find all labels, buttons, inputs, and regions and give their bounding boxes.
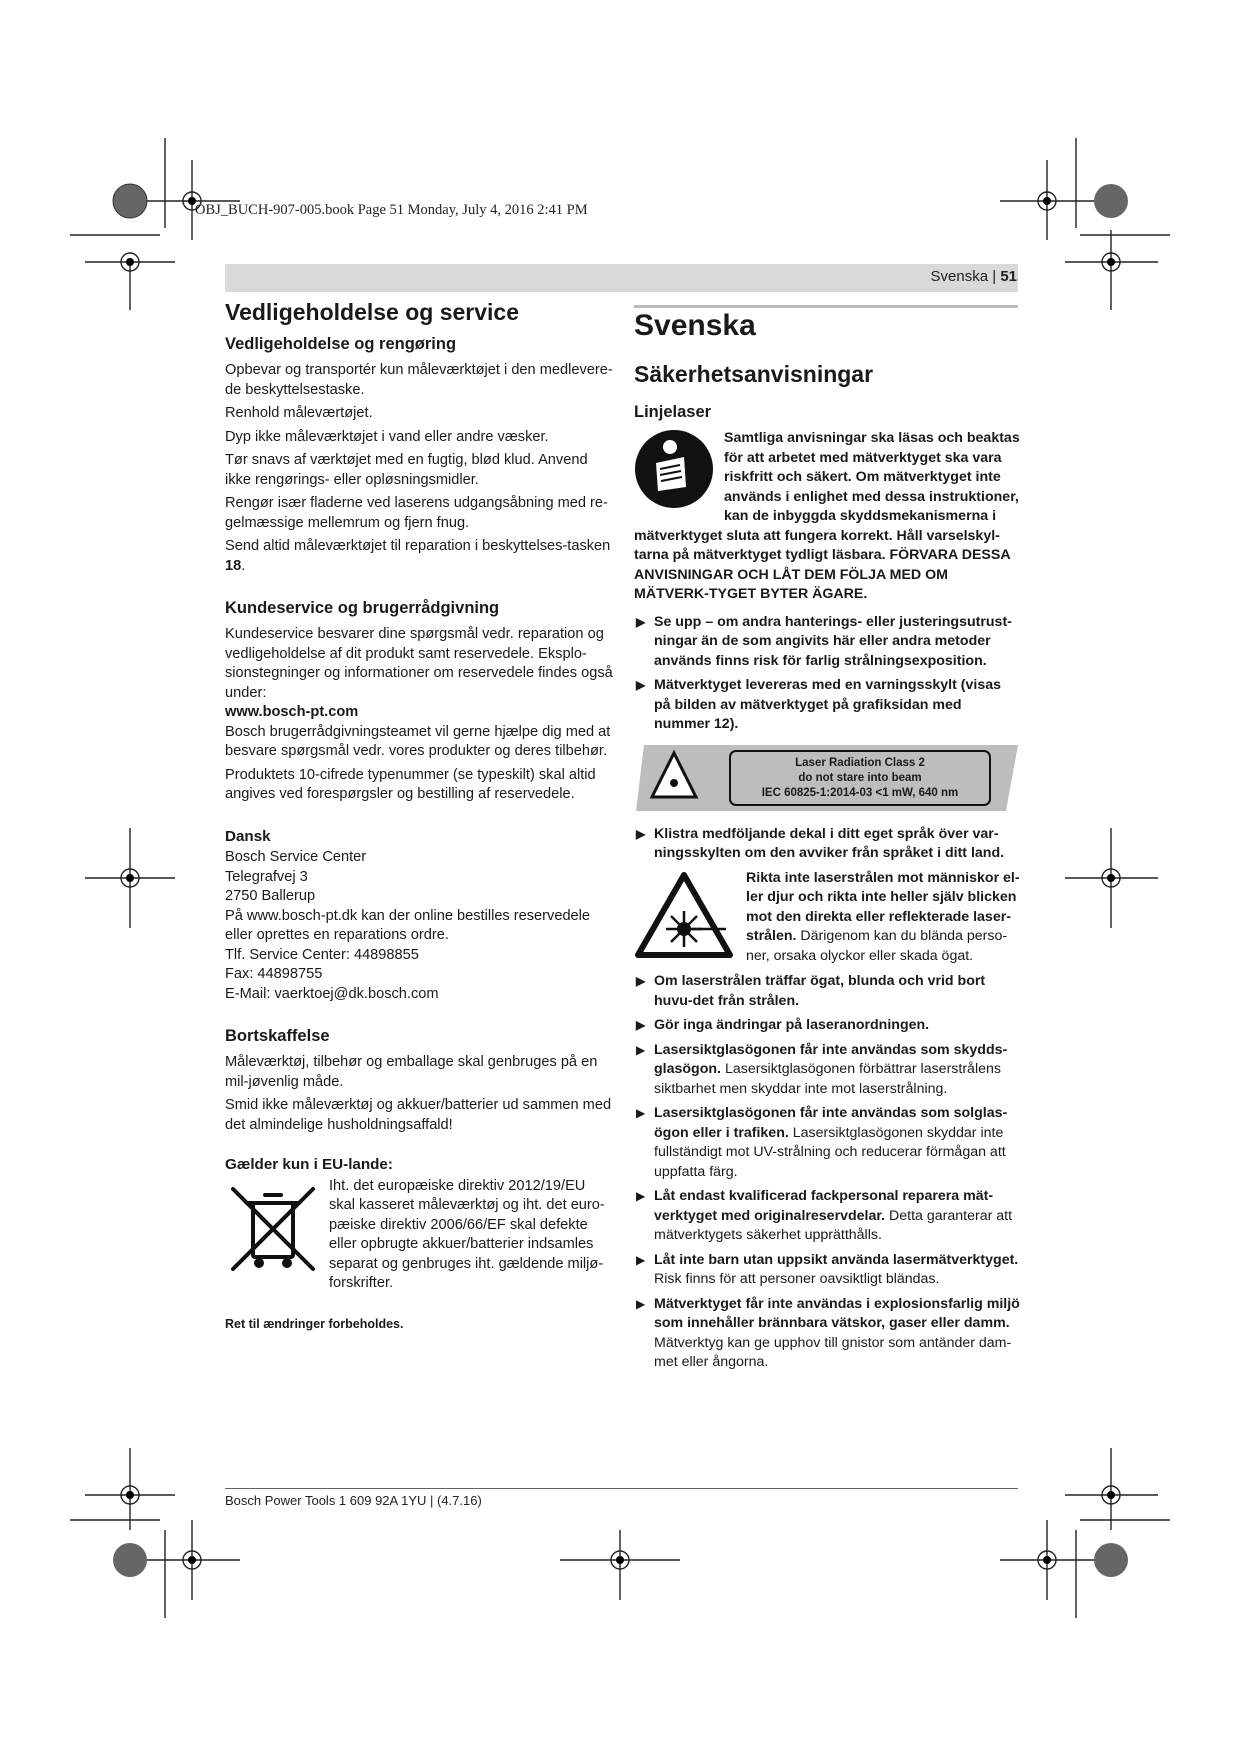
- address-line-1: Bosch Service Center: [225, 849, 367, 865]
- bullet-3: [634, 825, 1020, 864]
- language-title: Svenska: [634, 309, 756, 342]
- laser-warning-bold: Rikta inte laserstrålen mot människor el-ler djur och rikta inte heller själv blicken mot den direkta eller reflekterade laser-strålen.: [746, 869, 1020, 944]
- cs-p2: Bosch brugerrådgivningsteamet vil gerne hjælpe dig med at besvare spørgsmål vedr. vores produkter og deres tilbehør.: [225, 723, 611, 759]
- maintenance-title: Vedligeholdelse og service: [225, 299, 520, 325]
- left-column: [225, 298, 615, 1334]
- linjelaser-heading: Linjelaser: [634, 403, 712, 421]
- disp-p2: Smid ikke måleværktøj og akkuer/batterier ud sammen med det almindelige husholdningsaffald!: [225, 1097, 612, 1133]
- bullet-9-bold: Låt inte barn utan uppsikt använda lasermätverktyget.: [654, 1251, 1019, 1268]
- eu-heading: Gælder kun i EU-lande:: [225, 1156, 393, 1173]
- page-header-bar: [225, 264, 1018, 292]
- footer-text: Bosch Power Tools 1 609 92A 1YU | (4.7.16): [225, 1493, 482, 1508]
- bullet-10: [634, 1295, 1020, 1373]
- laser-warning-text: Därigenom kan du blända perso-ner, orsaka olyckor eller skada ögat.: [746, 928, 1008, 964]
- disp-p1: Måleværktøj, tilbehør og emballage skal genbruges på en mil-jøvenlig måde.: [225, 1054, 598, 1090]
- bullet-6-bold: Lasersiktglasögonen får inte användas som skydds-glasögon.: [654, 1041, 1008, 1077]
- case-number: 18: [225, 557, 242, 574]
- disposal-heading: Bortskaffelse: [225, 1027, 330, 1045]
- footer-rule: [225, 1488, 1018, 1489]
- bullet-4-text: Om laserstrålen träffar ögat, blunda och vrid bort huvu-det från strålen.: [654, 973, 986, 1009]
- bullet-7-text: Lasersiktglasögonen skyddar inte fullständigt mot UV-strålning och reducerar förmågan att uppfatta färg.: [654, 1124, 1006, 1180]
- bullet-marker: ▶: [636, 1189, 646, 1203]
- bullet-2: [634, 676, 1020, 735]
- bullet-8-text: Detta garanterar att mätverktygets säkerhet upprätthålls.: [654, 1207, 1013, 1243]
- bullet-1-text: Se upp – om andra hanterings- eller justeringsutrust-ningar än de som angivits här eller andra metoder används finns risk för farlig strålningsexposition.: [654, 613, 1012, 669]
- label-line-2: do not stare into beam: [798, 771, 922, 784]
- laser-warning-icon: [634, 871, 734, 959]
- care-p6: Send altid måleværktøjet til reparation i beskyttelses-tasken 18.: [225, 538, 611, 574]
- label-line-3: IEC 60825-1:2014-03 <1 mW, 640 nm: [761, 786, 959, 799]
- laser-warning-block: [634, 869, 1020, 967]
- label-line-1: Laser Radiation Class 2: [795, 756, 925, 769]
- bullet-7: [634, 1104, 1020, 1182]
- bullet-marker: ▶: [636, 1252, 646, 1267]
- bullet-1: [634, 613, 1020, 672]
- bullet-marker: ▶: [636, 614, 646, 629]
- care-heading: Vedligeholdelse og rengøring: [225, 335, 457, 353]
- bullet-marker: ▶: [636, 678, 646, 692]
- address-line-2: Telegrafvej 3: [225, 868, 308, 885]
- bullet-marker: ▶: [636, 1018, 646, 1032]
- bullet-5-text: Gör inga ändringar på laseranordningen.: [654, 1017, 930, 1033]
- bullet-4: [634, 972, 1020, 1011]
- fax-line: Fax: 44898755: [225, 966, 323, 982]
- weee-bin-icon: [225, 1181, 321, 1277]
- care-p2: Renhold måleværtøjet.: [225, 405, 373, 421]
- eu-block: [225, 1177, 615, 1295]
- right-column: [634, 308, 1020, 1378]
- bullet-marker: ▶: [636, 1106, 646, 1120]
- service-url: www.bosch-pt.com: [225, 704, 359, 720]
- care-p4: Tør snavs af værktøjet med en fugtig, blød klud. Anvend ikke rengørings- eller opløsningsmidler.: [225, 452, 588, 488]
- warning-label: [634, 743, 1020, 815]
- bullet-9-text: Risk finns för att personer oavsiktligt bländas.: [654, 1271, 940, 1287]
- bullet-marker: ▶: [636, 974, 646, 988]
- care-p6-text: Send altid måleværktøjet til reparation i beskyttelses-tasken: [225, 538, 611, 554]
- cs-p1-text: Kundeservice besvarer dine spørgsmål vedr. reparation og vedligeholdelse af dit produkt samt reservedele. Eksplo-sionstegninger og informationer om reservedele findes også under:: [225, 626, 613, 701]
- email-line: E-Mail: vaerktoej@dk.bosch.com: [225, 985, 439, 1002]
- print-header: OBJ_BUCH-907-005.book Page 51 Monday, July 4, 2016 2:41 PM: [195, 202, 588, 218]
- cs-p3: Produktets 10-cifrede typenummer (se typeskilt) skal altid angives ved forespørgsler og bestilling af reservedele.: [225, 766, 596, 802]
- dansk-heading: Dansk: [225, 827, 271, 845]
- bullet-7-bold: Lasersiktglasögonen får inte användas som solglas-ögon eller i trafiken.: [654, 1105, 1008, 1141]
- customer-service-heading: Kundeservice og brugerrådgivning: [225, 599, 500, 617]
- page-language: Svenska: [930, 268, 989, 285]
- address-line-4: På www.bosch-pt.dk kan der online bestilles reservedele eller oprettes en reparations ordre.: [225, 907, 591, 943]
- bullet-marker: ▶: [636, 1296, 646, 1311]
- page-label: Svenska | 51: [930, 268, 1017, 285]
- bullet-10-bold: Mätverktyget får inte användas i explosionsfarlig miljö som innehåller brännbara vätskor, gaser eller damm.: [654, 1295, 1020, 1331]
- care-p3: Dyp ikke måleværktøjet i vand eller andre væsker.: [225, 428, 549, 445]
- bullet-3-text: Klistra medföljande dekal i ditt eget språk över var-ningsskylten om den avviker från språket i ditt land.: [654, 825, 1005, 861]
- bullet-2-text: Mätverktyget levereras med en varningsskylt (visas på bilden av mätverktyget på grafiksidan med nummer 12).: [654, 677, 1001, 732]
- bullet-marker: ▶: [636, 826, 646, 841]
- safety-title: Säkerhetsanvisningar: [634, 361, 874, 387]
- bullet-9: [634, 1251, 1020, 1290]
- phone-line: Tlf. Service Center: 44898855: [225, 946, 419, 963]
- care-p1: Opbevar og transportér kun måleværktøjet i den medlevere-de beskyttelsestaske.: [225, 362, 613, 398]
- address-line-3: 2750 Ballerup: [225, 888, 316, 904]
- intro-block: [634, 429, 1020, 605]
- care-p5: Rengør især fladerne ved laserens udgangsåbning med re-gelmæssige mellemrum og fjern fnug.: [225, 495, 608, 531]
- bullet-5: [634, 1016, 1020, 1036]
- page-number: 51: [1000, 268, 1017, 285]
- bullet-6: [634, 1041, 1020, 1100]
- eu-text: Iht. det europæiske direktiv 2012/19/EU skal kasseret måleværktøj og iht. det euro-pæiske direktiv 2006/66/EF skal defekte eller opbrugte akkuer/batterier indsamles separat og genbruges iht. gældende miljø-forskrifter.: [329, 1177, 605, 1291]
- bullet-marker: ▶: [636, 1042, 646, 1057]
- bullet-6-text: Lasersiktglasögonen förbättrar laserstrålens siktbarhet men skyddar inte mot laserstrålning.: [654, 1061, 1001, 1097]
- changes-note: Ret til ændringer forbeholdes.: [225, 1316, 404, 1331]
- read-manual-icon: [634, 429, 714, 509]
- bullet-8: [634, 1187, 1020, 1246]
- cs-p1: [225, 625, 615, 723]
- bullet-10-text: Mätverktyg kan ge upphov till gnistor som antänder dam-met eller ångorna.: [654, 1334, 1012, 1370]
- bullet-8-bold: Låt endast kvalificerad fackpersonal reparera mät-verktyget med originalreservdelar.: [654, 1188, 994, 1224]
- intro-text: Samtliga anvisningar ska läsas och beaktas för att arbetet med mätverktyget ska vara riskfritt och säkert. Om mätverktyget inte används i enlighet med dessa instruktioner, kan de inbyggda skyddsmekanismerna i mätverktyget sluta att fungera korrekt. Håll varselskyl-tarna på mätverktyget tydligt läsbara. FÖRVARA DESSA ANVISNINGAR OCH LÅT DEM FÖLJA MED OM MÄTVERK-TYGET BYTER ÄGARE.: [634, 430, 1020, 602]
